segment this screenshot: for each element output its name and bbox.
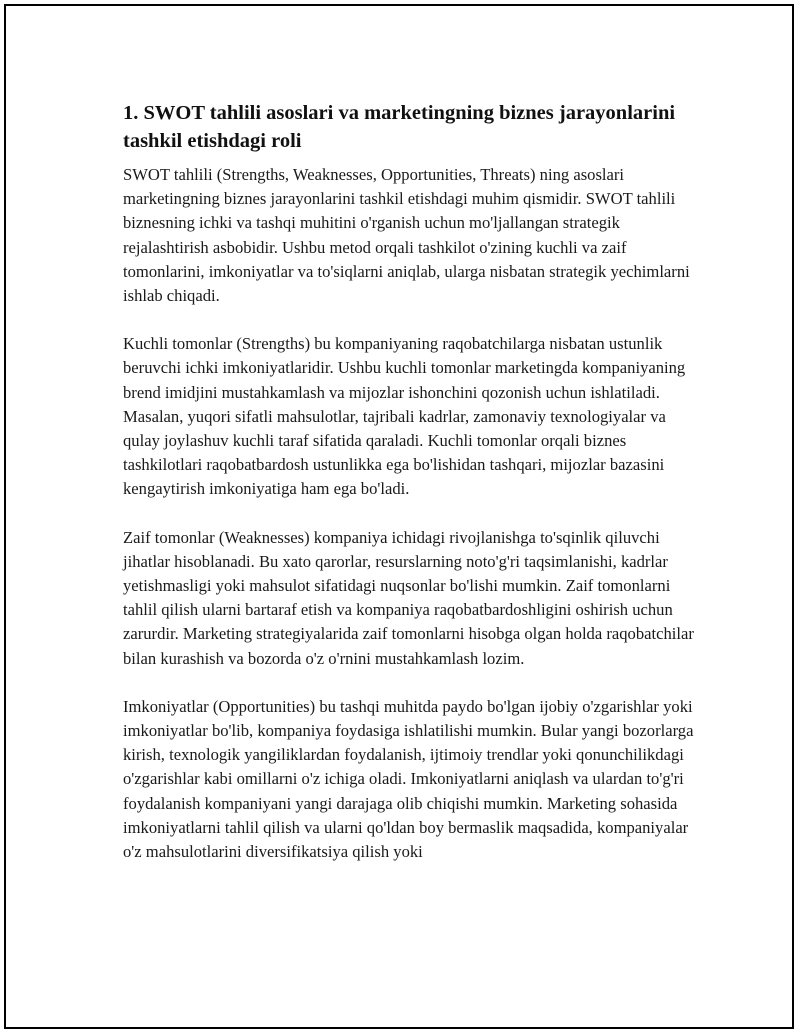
paragraph-weaknesses: Zaif tomonlar (Weaknesses) kompaniya ichidagi rivojlanishga to'sqinlik qiluvchi jihatlar hisoblanadi. Bu xato qarorlar, resurslarning noto'g'ri taqsimlanishi, kadrlar yetishmasligi yoki mahsulot sifatidagi nuqsonlar bo'lishi mumkin. Zaif tomonlarni tahlil qilish ularni bartaraf etish va kompaniya raqobatbardoshligini oshirish uchun zarurdir. Marketing strategiyalarida zaif tomonlarni hisobga olgan holda raqobatchilar bilan kurashish va bozorda o'z o'rnini mustahkamlash lozim. [123,527,694,668]
paragraph-strengths: Kuchli tomonlar (Strengths) bu kompaniyaning raqobatchilarga nisbatan ustunlik beruvchi ichki imkoniyatlaridir. Ushbu kuchli tomonlar marketingda kompaniyaning brend imidjini mustahkamlash va mijozlar ishonchini qozonish uchun ishlatiladi. Masalan, yuqori sifatli mahsulotlar, tajribali kadrlar, zamonaviy texnologiyalar va qulay joylashuv kuchli taraf sifatida qaraladi. Kuchli tomonlar orqali biznes tashkilotlari raqobatbardosh ustunlikka ega bo'lishidan tashqari, mijozlar bazasini kengaytirish imkoniyatiga ham ega bo'ladi. [123,334,686,499]
page-frame [4,4,794,1029]
paragraph-opportunities: Imkoniyatlar (Opportunities) bu tashqi muhitda paydo bo'lgan ijobiy o'zgarishlar yoki imkoniyatlar bo'lib, kompaniya foydasiga ishlatilishi mumkin. Bular yangi bozorlarga kirish, texnologik yangiliklardan foydalanish, ijtimoiy trendlar yoki qonunchilikdagi o'zgarishlar kabi omillarni o'z ichiga oladi. Imkoniyatlarni aniqlash va ulardan to'g'ri foydalanish kompaniyani yangi darajaga olib chiqishi mumkin. Marketing sohasida imkoniyatlarni tahlil qilish va ularni qo'ldan boy bermaslik maqsadida, kompaniyalar o'z mahsulotlarini diversifikatsiya qilish yoki [123,696,694,862]
paragraph-swot-intro: SWOT tahlili (Strengths, Weaknesses, Opportunities, Threats) ning asoslari marketingning biznes jarayonlarini tashkil etishdagi muhim qismidir. SWOT tahlili biznesning ichki va tashqi muhitini o'rganish uchun mo'ljallangan strategik rejalashtirish asbobidir. Ushbu metod orqali tashkilot o'zining kuchli va zaif tomonlarini, imkoniyatlar va to'siqlarni aniqlab, ularga nisbatan strategik yechimlarni ishlab chiqadi. [123,165,690,306]
section-heading: 1. SWOT tahlili asoslari va marketingning biznes jarayonlarini tashkil etishdagi roli [123,102,676,152]
document-body [123,99,703,888]
